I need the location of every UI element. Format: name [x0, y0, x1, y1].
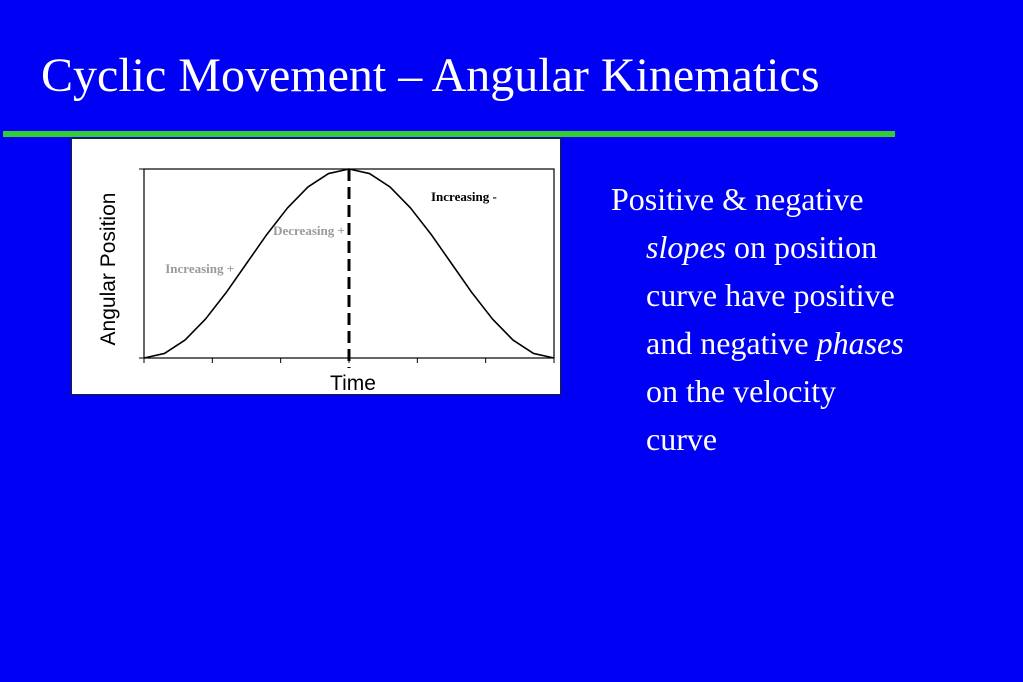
- bullet-line-3: curve have positive: [646, 277, 895, 313]
- slopes-emphasis: slopes: [646, 229, 726, 265]
- slope-annotations: [165, 189, 497, 276]
- position-chart: [71, 138, 561, 395]
- bullet-line-2-rest: on position: [726, 229, 878, 265]
- bullet-line-2: [611, 223, 991, 271]
- x-axis-title: Time: [330, 372, 376, 395]
- title-divider: [3, 131, 895, 137]
- bullet-line-6: curve: [646, 421, 718, 457]
- slope-annotation-1: Increasing +: [165, 260, 235, 276]
- slope-annotation-3: Increasing -: [431, 189, 497, 205]
- bullet-line-4-start: and negative: [646, 325, 817, 361]
- bullet-line-1: Positive & negative: [611, 181, 864, 217]
- slide-title: Cyclic Movement – Angular Kinematics: [41, 49, 820, 102]
- bullet-text: [611, 175, 991, 463]
- bullet-line-4: [611, 319, 991, 367]
- position-chart-svg: [72, 139, 562, 396]
- slope-annotation-2: Decreasing +: [273, 223, 345, 239]
- phases-emphasis: phases: [816, 325, 904, 361]
- y-axis-title: Angular Position: [97, 192, 120, 346]
- bullet-line-5: on the velocity: [646, 373, 837, 409]
